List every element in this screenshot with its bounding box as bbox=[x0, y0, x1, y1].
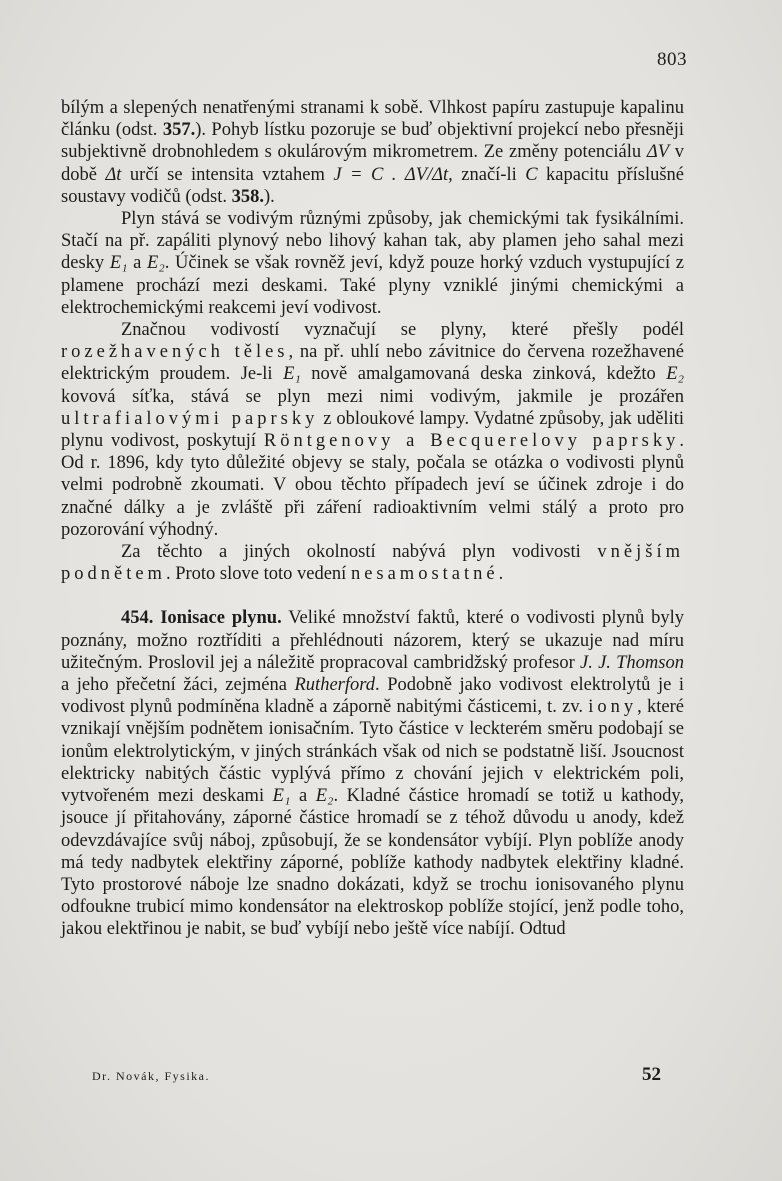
formula-symbol: E₁ bbox=[272, 786, 291, 807]
formula-symbol: E₂ bbox=[147, 253, 165, 274]
text-run: . Od r. 1896, kdy tyto důležité objevy se staly, počala se otázka o vodivosti plynů velmi podrobně zkoumati. V obou těchto případech jeví se účinek zdroje i do značné dálky a je zvláště při záření radioaktivním velmi stálý a proto pro pozorování výhodný. bbox=[61, 431, 684, 540]
text-run: Za těchto a jiných okolností nabývá plyn vodivosti bbox=[121, 542, 598, 563]
text-run: nově amalgamovaná deska zinková, kdežto bbox=[300, 364, 667, 385]
emphasized-text: vnějším podnětem bbox=[61, 542, 684, 585]
page-number: 803 bbox=[657, 49, 687, 70]
person-name: Rutherford bbox=[294, 675, 376, 696]
paragraph-5 bbox=[61, 607, 684, 940]
formula-symbol: E₂ bbox=[666, 364, 685, 385]
text-run: . Podobně jako vodivost elektrolytů je i vodivost plynů podmíněna kladně a záporně nabitými částicemi, t. zv. bbox=[61, 675, 684, 718]
text-run: a bbox=[127, 253, 148, 274]
text-run: značí-li bbox=[452, 164, 526, 185]
page-body bbox=[61, 97, 684, 941]
formula: J = C . ΔV/Δt, bbox=[333, 164, 453, 185]
formula-symbol: C bbox=[525, 164, 538, 185]
text-run: Značnou vodivostí vyznačují se plyny, které přešly podél bbox=[121, 320, 684, 341]
paragraph-1 bbox=[61, 97, 684, 208]
section-heading: 454. Ionisace plynu. bbox=[121, 608, 282, 629]
paragraph-2 bbox=[61, 208, 684, 319]
signature-mark: 52 bbox=[642, 1064, 661, 1085]
formula-symbol: Δt bbox=[105, 164, 122, 185]
text-run: určí se intensita vztahem bbox=[121, 164, 334, 185]
text-run: . Účinek se však rovněž jeví, když pouze horký vzduch vystupující z plamene prochází mezi deskami. Také plyny vzniklé jinými chemickými a elektrochemickými reakcemi jeví vodivost. bbox=[61, 253, 685, 318]
paragraph-3 bbox=[61, 319, 684, 541]
section-reference: 358. bbox=[231, 186, 264, 207]
formula-symbol: ΔV bbox=[646, 142, 670, 163]
emphasized-text: iony bbox=[588, 697, 638, 718]
text-run: a jeho přečetní žáci, zejména bbox=[61, 675, 295, 696]
text-run: bílým a slepených nenatřenými stranami k sobě. Vlhkost papíru zastupuje kapalinu článku (odst. bbox=[61, 98, 684, 141]
footer-author: Dr. Novák, Fysika. bbox=[92, 1069, 210, 1083]
text-run: , které vznikají vnějším podnětem ionisačním. Tyto částice v leckterém směru podobají se ionům elektrolytickým, v jiných stránkách však od nich se podstatně liší. Jsoucnost elektricky nabitých částic vyplývá přímo z chování jejich v elektrickém poli, vytvořeném mezi deskami bbox=[61, 697, 684, 807]
text-run: Veliké množství faktů, které o vodivosti plynů byly poznány, možno roztříditi a přehlédnouti názorem, který se ukazuje nad míru užitečným. Proslovil jej a náležitě propracoval cambridžský profesor bbox=[61, 608, 684, 673]
text-run: ). bbox=[263, 186, 275, 207]
text-run: v době bbox=[61, 142, 685, 185]
emphasized-text: rozežhavených těles bbox=[61, 342, 289, 363]
text-run: a bbox=[290, 786, 316, 807]
person-name: J. J. Thomson bbox=[580, 652, 684, 673]
emphasized-text: Röntgenovy a Becquerelovy paprsky bbox=[263, 431, 680, 452]
text-run: . Proto slove toto vedení bbox=[165, 564, 351, 585]
formula-symbol: E₁ bbox=[109, 253, 128, 274]
text-run: Plyn stává se vodivým různými způsoby, jak chemickými tak fysikálními. Stačí na př. zapáliti plynový nebo lihový kahan tak, aby plamen jeho sahal mezi desky bbox=[61, 209, 684, 274]
text-run: ). Pohyb lístku pozoruje se buď objektivní projekcí nebo přesněji subjektivně drobnohledem s okulárovým mikrometrem. Ze změny potenciálu bbox=[61, 120, 685, 163]
text-run: . bbox=[498, 564, 504, 585]
emphasized-text: nesamostatné bbox=[350, 564, 499, 585]
section-reference: 357. bbox=[162, 120, 196, 141]
paragraph-4 bbox=[61, 541, 684, 585]
text-run: z obloukové lampy. Vydatné způsoby, jak uděliti plynu vodivost, poskytují bbox=[61, 408, 684, 452]
formula-symbol: E₂ bbox=[315, 786, 334, 807]
emphasized-text: ultrafialovými paprsky bbox=[61, 408, 319, 429]
text-run: kovová síťka, stává se plyn mezi nimi vodivým, jakmile je prozářen bbox=[61, 386, 684, 407]
text-run: kapacitu příslušné soustavy vodičů (odst. bbox=[61, 164, 684, 207]
text-run: , na př. uhlí nebo závitnice do červena rozežhavené elektrickým proudem. Je-li bbox=[61, 342, 684, 385]
text-run: . Kladné částice hromadí se totiž u kathody, jsouce jí přitahovány, záporné částice hromadí se z téhož důvodu u anody, kdež odevzdávajíce svůj náboj, způsobují, že se kondensátor vybíjí. Plyn poblíže anody má tedy nadbytek elektřiny záporné, poblíže kathody nadbytek elektřiny kladné. Tyto prostorové náboje lze snadno dokázati, když se trochu ionisovaného plynu odfoukne trubicí mimo kondensátor na elektroskop poblíže stojící, jenž podle toho, jakou elektřinou je nabit, se buď vybíjí nebo ještě více nabíjí. Odtud bbox=[61, 786, 684, 940]
formula-symbol: E₁ bbox=[283, 364, 301, 385]
